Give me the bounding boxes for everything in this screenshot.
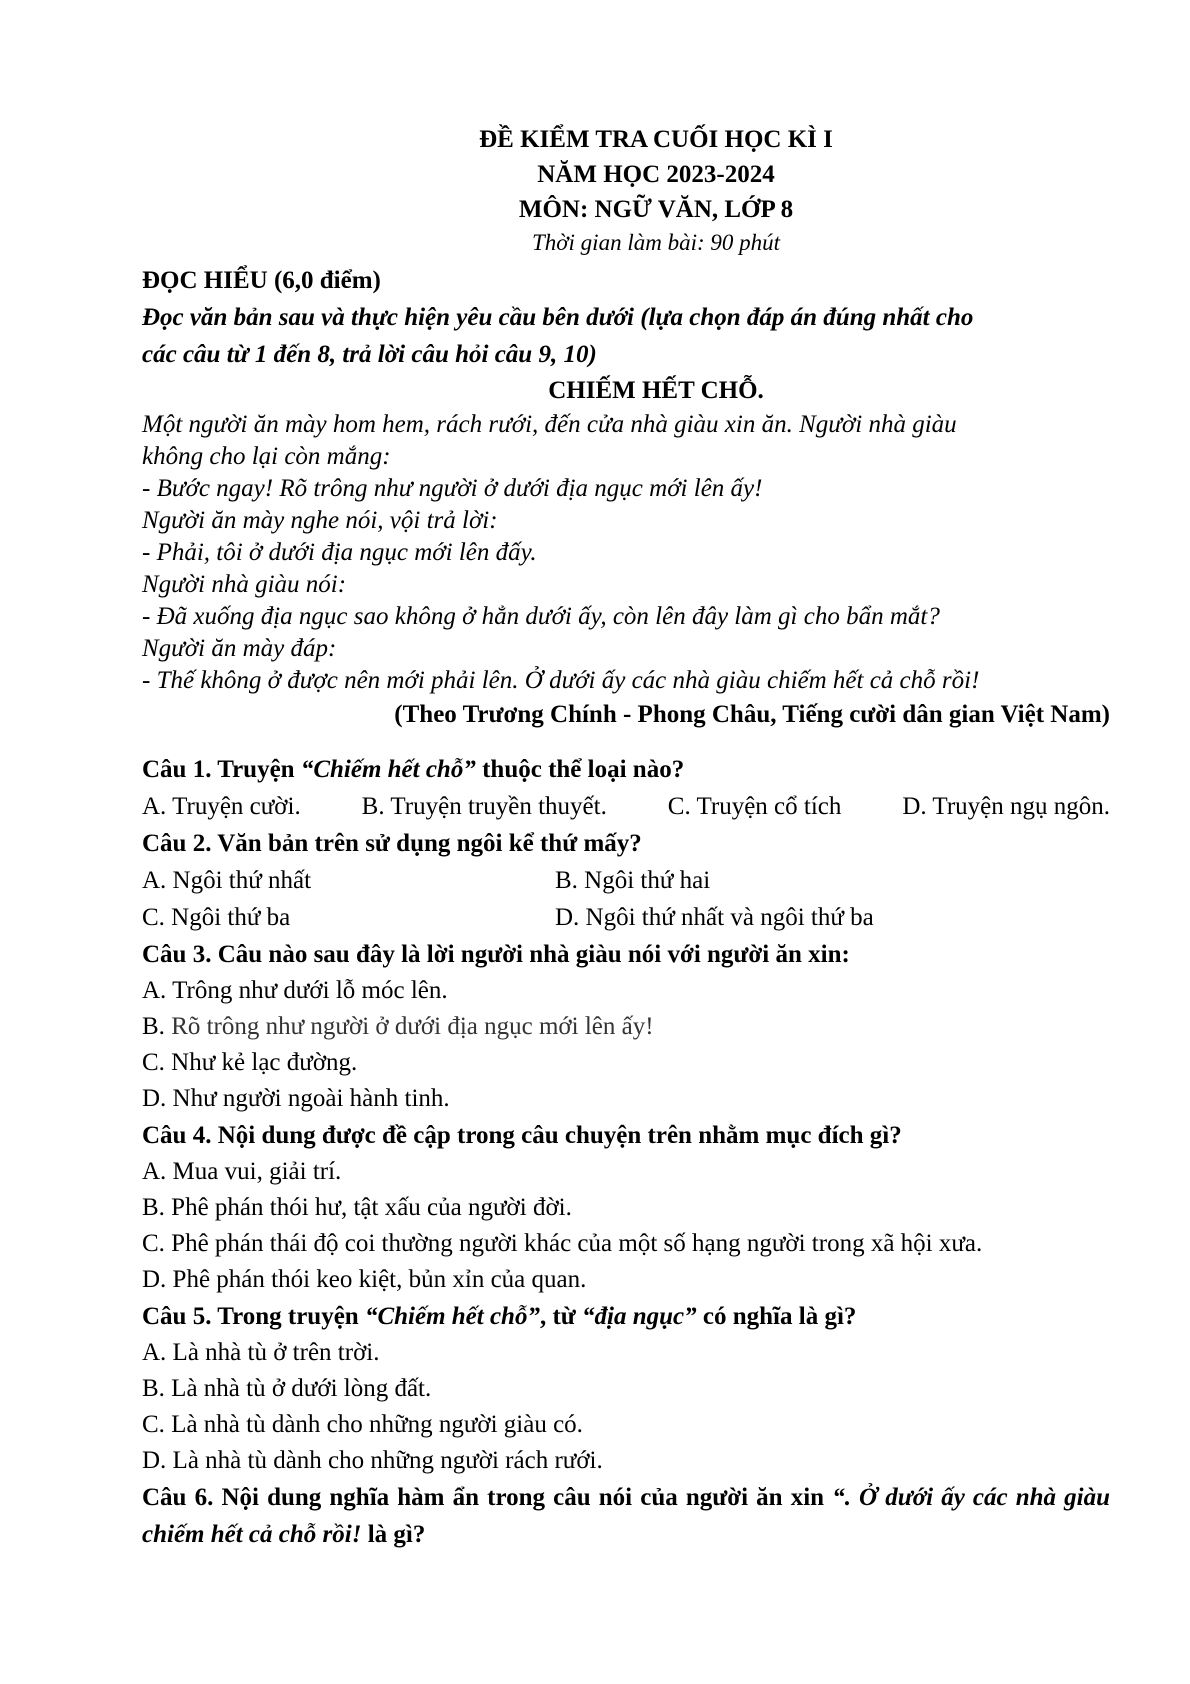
question-6-quote: “. Ở dưới ấy các nhà giàu chiếm hết cả chỗ rồi! (142, 1484, 1111, 1548)
q3-option-d: D. Như người ngoài hành tinh. (142, 1085, 450, 1112)
q3-option-a: A. Trông như dưới lỗ móc lên. (142, 977, 448, 1004)
q4-option-c: C. Phê phán thái độ coi thường người khác của một số hạng người trong xã hội xưa. (142, 1230, 983, 1257)
question-5-italic-2: “địa ngục” (582, 1303, 697, 1330)
q5-option-a: A. Là nhà tù ở trên trời. (142, 1339, 380, 1366)
story-line: Người ăn mày đáp: (142, 635, 337, 662)
story-title: CHIẾM HẾT CHỖ. (548, 377, 764, 404)
q2-option-d: D. Ngôi thứ nhất và ngôi thứ ba (555, 904, 874, 931)
question-1-options (142, 788, 1110, 825)
story-text (142, 409, 1110, 697)
question-6-suffix: là gì? (361, 1521, 426, 1548)
story-line: - Thế không ở được nên mới phải lên. Ở dưới ấy các nhà giàu chiếm hết cả chỗ rồi! (142, 667, 980, 694)
q4-option-b: B. Phê phán thói hư, tật xấu của người đời. (142, 1194, 572, 1221)
question-5-suffix: có nghĩa là gì? (696, 1303, 857, 1330)
story-line: Người nhà giàu nói: (142, 571, 347, 598)
q1-option-c: C. Truyện cổ tích (667, 793, 842, 820)
q5-option-b: B. Là nhà tù ở dưới lòng đất. (142, 1375, 432, 1402)
story-line: - Bước ngay! Rõ trông như người ở dưới địa ngục mới lên ấy! (142, 475, 763, 502)
q3-option-c: C. Như kẻ lạc đường. (142, 1049, 358, 1076)
q3-option-b-text: Rõ trông như người ở dưới địa ngục mới lên ấy! (171, 1013, 654, 1040)
school-year: NĂM HỌC 2023-2024 (537, 161, 775, 188)
q1-option-d: D. Truyện ngụ ngôn. (902, 793, 1110, 820)
question-5-italic-1: “Chiếm hết chỗ” (364, 1303, 540, 1330)
story-line: Một người ăn mày hom hem, rách rưới, đến cửa nhà giàu xin ăn. Người nhà giàu (142, 411, 957, 438)
question-5-middle: , từ (539, 1303, 583, 1330)
q3-option-b-label: B. (142, 1013, 172, 1040)
story-source: (Theo Trương Chính - Phong Châu, Tiếng cười dân gian Việt Nam) (394, 701, 1110, 728)
q1-option-b: B. Truyện truyền thuyết. (361, 793, 607, 820)
subject-line: MÔN: NGỮ VĂN, LỚP 8 (518, 196, 794, 223)
story-line: - Đã xuống địa ngục sao không ở hẳn dưới ấy, còn lên đây làm gì cho bẩn mắt? (142, 603, 940, 630)
q5-option-d: D. Là nhà tù dành cho những người rách rưới. (142, 1447, 603, 1474)
question-1 (142, 751, 1110, 788)
exam-title: ĐỀ KIỂM TRA CUỐI HỌC KÌ I (479, 126, 833, 153)
q3-option-b (142, 1009, 1110, 1045)
q4-option-d: D. Phê phán thói keo kiệt, bủn xỉn của quan. (142, 1266, 587, 1293)
instruction-line-1: Đọc văn bản sau và thực hiện yêu cầu bên dưới (lựa chọn đáp án đúng nhất cho (142, 304, 974, 331)
question-6 (142, 1479, 1110, 1553)
q2-option-a: A. Ngôi thứ nhất (142, 867, 312, 894)
q1-option-a: A. Truyện cười. (142, 793, 301, 820)
q5-option-c: C. Là nhà tù dành cho những người giàu có. (142, 1411, 583, 1438)
section-title: ĐỌC HIỂU (6,0 điểm) (142, 267, 381, 294)
story-line: - Phải, tôi ở dưới địa ngục mới lên đấy. (142, 539, 537, 566)
question-1-prefix: Câu 1. Truyện (142, 756, 301, 783)
question-1-suffix: thuộc thể loại nào? (475, 756, 685, 783)
question-5 (142, 1298, 1110, 1335)
q4-option-a: A. Mua vui, giải trí. (142, 1158, 342, 1185)
question-2: Câu 2. Văn bản trên sử dụng ngôi kể thứ mấy? (142, 830, 642, 857)
question-6-prefix: Câu 6. Nội dung nghĩa hàm ẩn trong câu nói của người ăn xin (142, 1484, 833, 1511)
question-1-title: “Chiếm hết chỗ” (300, 756, 476, 783)
question-2-options-row-1 (142, 862, 1110, 899)
q2-option-c: C. Ngôi thứ ba (142, 904, 291, 931)
question-3: Câu 3. Câu nào sau đây là lời người nhà giàu nói với người ăn xin: (142, 941, 850, 968)
question-5-prefix: Câu 5. Trong truyện (142, 1303, 365, 1330)
q2-option-b: B. Ngôi thứ hai (555, 867, 711, 894)
question-2-options-row-2 (142, 899, 1110, 936)
story-line: Người ăn mày nghe nói, vội trả lời: (142, 507, 498, 534)
question-4: Câu 4. Nội dung được đề cập trong câu chuyện trên nhằm mục đích gì? (142, 1122, 902, 1149)
time-allowed: Thời gian làm bài: 90 phút (531, 230, 781, 255)
instruction-line-2: các câu từ 1 đến 8, trả lời câu hỏi câu 9, 10) (142, 341, 597, 368)
story-line: không cho lại còn mắng: (142, 443, 391, 470)
